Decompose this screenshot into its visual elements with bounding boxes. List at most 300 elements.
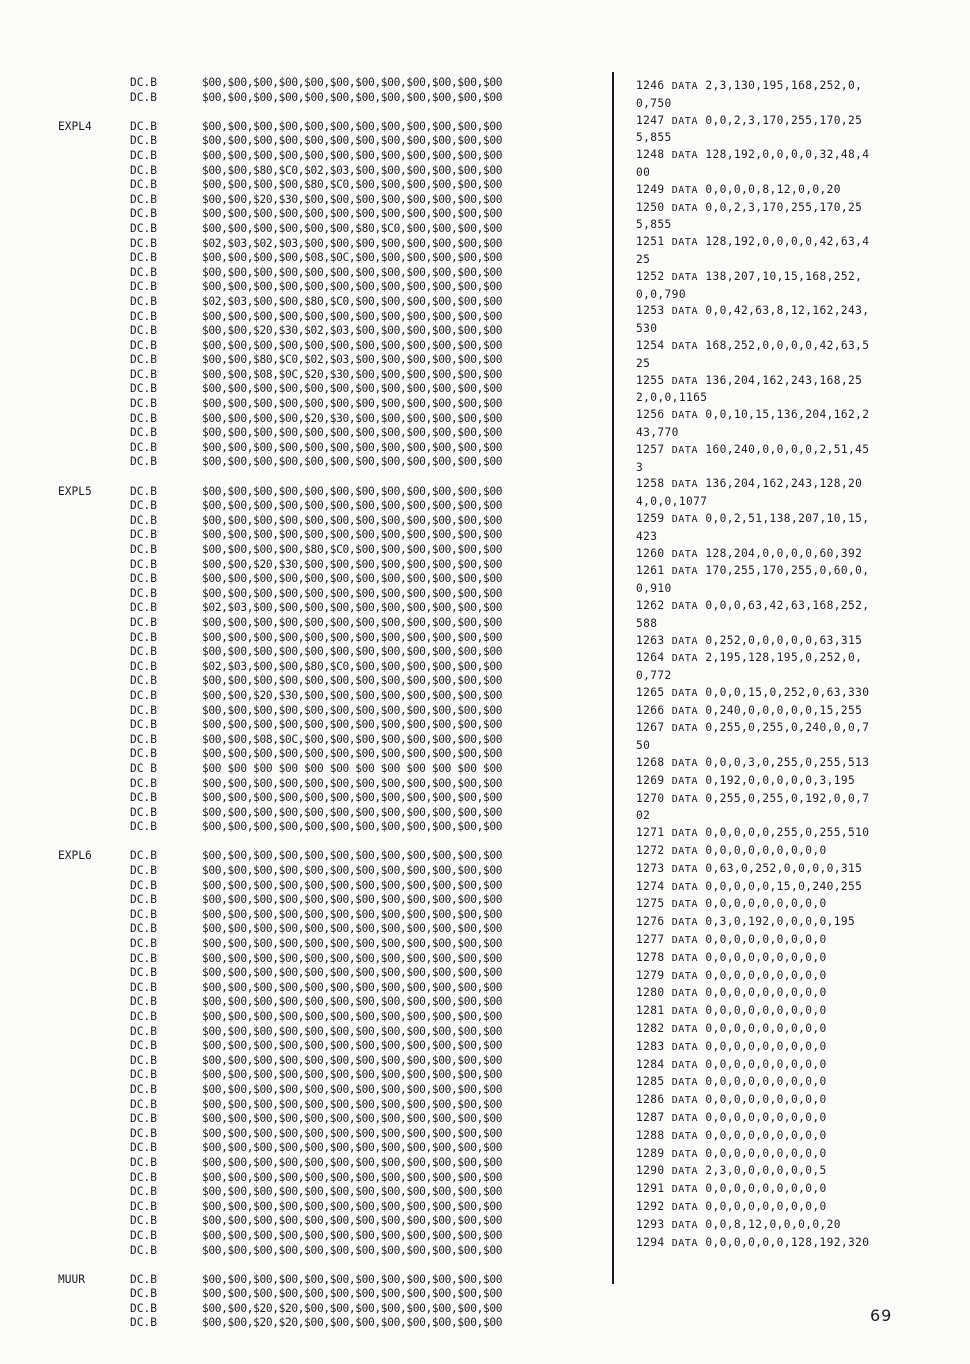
asm-operands: $00,$00,$00,$00,$00,$00,$00,$00,$00,$00,$00,$00 (202, 791, 503, 805)
asm-line (30, 207, 600, 222)
asm-line (30, 382, 600, 397)
asm-opcode: DC.B (130, 1068, 157, 1082)
asm-line (30, 120, 600, 135)
basic-line (636, 598, 870, 633)
data-keyword: DATA (671, 1095, 699, 1107)
data-values: 0,0,0,0,0,15,0,240,255 (705, 879, 863, 893)
asm-opcode: DC.B (130, 236, 157, 250)
basic-line (636, 985, 870, 1003)
data-keyword: DATA (671, 479, 699, 491)
asm-line (30, 455, 600, 470)
asm-label (30, 893, 130, 908)
asm-operands: $00,$00,$00,$00,$00,$00,$00,$00,$00,$00,$00,$00 (202, 1228, 503, 1242)
line-number: 1262 (636, 598, 665, 612)
asm-operands: $02,$03,$02,$03,$00,$00,$00,$00,$00,$00,$00,$00 (202, 236, 503, 250)
asm-operands: $00,$00,$00,$00,$00,$00,$00,$00,$00,$00,$00,$00 (202, 718, 503, 732)
asm-label (30, 193, 130, 208)
asm-operands: $00,$00,$00,$00,$00,$00,$00,$00,$00,$00,$00,$00 (202, 1068, 503, 1082)
asm-label (30, 76, 130, 91)
data-values: 0,0,0,0,0,0,0,0,0 (705, 950, 827, 964)
asm-label (30, 879, 130, 894)
basic-line (636, 563, 870, 598)
line-number: 1287 (636, 1111, 665, 1125)
data-keyword: DATA (671, 566, 699, 578)
asm-opcode: DC.B (130, 1053, 157, 1067)
data-keyword: DATA (671, 723, 699, 735)
line-number: 1290 (636, 1164, 665, 1178)
line-number: 1259 (636, 511, 665, 525)
asm-label (30, 1185, 130, 1200)
asm-operands: $00,$00,$00,$00,$00,$00,$00,$00,$00,$00,$00,$00 (202, 849, 503, 863)
basic-line (636, 1039, 870, 1057)
data-values: 0,0,8,12,0,0,0,0,20 (705, 1217, 841, 1231)
asm-line (30, 91, 600, 106)
asm-opcode: DC.B (130, 1126, 157, 1140)
asm-line (30, 689, 600, 704)
basic-line (636, 1110, 870, 1128)
asm-line (30, 251, 600, 266)
asm-line (30, 879, 600, 894)
asm-operands: $00,$00,$00,$00,$00,$00,$00,$00,$00,$00,$00,$00 (202, 1097, 503, 1111)
data-keyword: DATA (671, 899, 699, 911)
asm-operands: $02,$03,$00,$00,$00,$00,$00,$00,$00,$00,$00,$00 (202, 601, 503, 615)
line-number: 1267 (636, 721, 665, 735)
data-values: 0,0,0,0,0,0,0,0,0 (705, 1057, 827, 1071)
line-number: 1285 (636, 1075, 665, 1089)
asm-opcode: DC.B (130, 76, 157, 89)
asm-line (30, 1054, 600, 1069)
asm-line (30, 164, 600, 179)
data-keyword: DATA (671, 1166, 699, 1178)
line-number: 1276 (636, 915, 665, 929)
asm-line (30, 178, 600, 193)
asm-operands: $00,$00,$00,$00,$00,$00,$00,$00,$00,$00,$00,$00 (202, 426, 503, 440)
data-values: 0,0,0,3,0,255,0,255,513 (705, 756, 870, 770)
asm-label (30, 1171, 130, 1186)
asm-label (30, 324, 130, 339)
asm-operands: $00,$00,$00,$00,$00,$00,$00,$00,$00,$00,$00,$00 (202, 995, 503, 1009)
line-number: 1281 (636, 1004, 665, 1018)
asm-label (30, 353, 130, 368)
asm-opcode: DC.B (130, 382, 157, 396)
asm-line (30, 1287, 600, 1302)
line-number: 1288 (636, 1128, 665, 1142)
asm-label (30, 733, 130, 748)
asm-label (30, 441, 130, 456)
asm-operands: $00,$00,$00,$00,$00,$00,$00,$00,$00,$00,$00,$00 (202, 776, 503, 790)
asm-operands: $00,$00,$00,$00,$00,$00,$00,$00,$00,$00,$00,$00 (202, 747, 503, 761)
asm-line (30, 441, 600, 456)
data-values: 128,204,0,0,0,0,60,392 (705, 546, 863, 560)
basic-line (636, 269, 870, 304)
asm-operands: $00,$00,$00,$00,$00,$00,$00,$00,$00,$00,$00,$00 (202, 76, 503, 89)
line-number: 1289 (636, 1146, 665, 1160)
asm-opcode: DC.B (130, 1082, 157, 1096)
asm-label (30, 1083, 130, 1098)
asm-label (30, 791, 130, 806)
asm-opcode: DC.B (130, 1287, 157, 1301)
asm-operands: $00,$00,$00,$00,$00,$00,$00,$00,$00,$00,$00,$00 (202, 1287, 503, 1301)
asm-operands: $00,$00,$00,$00,$00,$00,$00,$00,$00,$00,$00,$00 (202, 134, 503, 148)
asm-opcode: DC.B (130, 353, 157, 367)
asm-operands: $00,$00,$00,$00,$00,$00,$00,$00,$00,$00,$00,$00 (202, 980, 503, 994)
basic-line (636, 1021, 870, 1039)
line-number: 1266 (636, 703, 665, 717)
asm-opcode: DC.B (130, 674, 157, 688)
asm-operands: $00,$00,$00,$00,$00,$00,$00,$00,$00,$00,$00,$00 (202, 484, 503, 498)
line-number: 1248 (636, 148, 665, 162)
asm-line (30, 616, 600, 631)
basic-line (636, 791, 870, 826)
data-values: 0,0,0,63,42,63,168,252,588 (636, 598, 870, 630)
asm-line (30, 1171, 600, 1186)
data-values: 128,192,0,0,0,0,42,63,425 (636, 235, 870, 266)
basic-line (636, 825, 870, 843)
asm-label (30, 616, 130, 631)
basic-line (636, 1092, 870, 1110)
data-keyword: DATA (671, 150, 699, 162)
basic-line (636, 896, 870, 914)
asm-operands: $00,$00,$00,$00,$00,$00,$00,$00,$00,$00,$00,$00 (202, 1141, 503, 1155)
asm-line (30, 733, 600, 748)
asm-opcode: DC.B (130, 849, 157, 863)
asm-opcode: DC.B (130, 543, 157, 556)
data-values: 0,0,2,3,170,255,170,255,855 (636, 113, 863, 145)
asm-operands: $00,$00,$00,$00,$08,$0C,$00,$00,$00,$00,$00,$00 (202, 251, 503, 265)
data-keyword: DATA (671, 1059, 699, 1071)
asm-opcode: DC.B (130, 134, 157, 148)
data-values: 0,0,0,0,0,0,0,0,0 (705, 1004, 827, 1018)
asm-operands: $00,$00,$00,$00,$00,$00,$00,$00,$00,$00,$00,$00 (202, 645, 503, 659)
asm-label (30, 368, 130, 383)
data-keyword: DATA (671, 705, 699, 717)
asm-operands: $00,$00,$00,$00,$20,$30,$00,$00,$00,$00,$00,$00 (202, 411, 503, 425)
data-keyword: DATA (671, 202, 699, 214)
data-keyword: DATA (671, 758, 699, 770)
basic-line (636, 633, 870, 651)
data-keyword: DATA (671, 1077, 699, 1089)
basic-line (636, 407, 870, 442)
asm-opcode: DC.B (130, 776, 157, 790)
data-keyword: DATA (671, 184, 699, 196)
asm-line (30, 499, 600, 514)
asm-opcode: DC.B (130, 484, 157, 498)
line-number: 1272 (636, 844, 665, 858)
asm-line (30, 412, 600, 427)
asm-label (30, 806, 130, 821)
asm-operands: $00,$00,$00,$00,$00,$00,$00,$00,$00,$00,$00,$00 (202, 207, 503, 221)
asm-operands: $00,$00,$00,$00,$00,$00,$00,$00,$00,$00,$00,$00 (202, 1112, 503, 1126)
asm-label (30, 149, 130, 164)
asm-label (30, 1098, 130, 1113)
data-values: 0,0,0,0,0,0,0,0,0 (705, 844, 827, 858)
data-values: 2,3,0,0,0,0,0,0,5 (705, 1164, 827, 1178)
asm-line (30, 937, 600, 952)
asm-label (30, 762, 130, 777)
basic-line (636, 861, 870, 879)
asm-operands: $00,$00,$00,$00,$00,$00,$00,$00,$00,$00,$00,$00 (202, 397, 503, 411)
column-divider (612, 72, 614, 1284)
basic-line (636, 703, 870, 721)
data-keyword: DATA (671, 1130, 699, 1142)
data-values: 0,240,0,0,0,0,0,15,255 (705, 703, 863, 717)
asm-operands: $00 $00 $00 $00 $00 $00 $00 $00 $00 $00 $00 $00 (202, 761, 503, 775)
asm-opcode: DC.B (130, 411, 157, 425)
asm-operands: $00,$00,$00,$00,$00,$00,$00,$00,$00,$00,$00,$00 (202, 1010, 503, 1023)
asm-opcode: DC.B (130, 338, 157, 352)
asm-opcode: DC.B (130, 251, 157, 265)
basic-line (636, 685, 870, 703)
data-keyword: DATA (671, 1113, 699, 1125)
asm-label (30, 1068, 130, 1083)
asm-line (30, 718, 600, 733)
basic-line (636, 968, 870, 986)
asm-operands: $00,$00,$00,$00,$00,$00,$00,$00,$00,$00,$00,$00 (202, 615, 503, 629)
asm-operands: $00,$00,$00,$00,$00,$00,$00,$00,$00,$00,$00,$00 (202, 1199, 503, 1213)
asm-label (30, 1200, 130, 1215)
line-number: 1273 (636, 861, 665, 875)
line-number: 1269 (636, 773, 665, 787)
basic-line (636, 373, 870, 408)
asm-line (30, 193, 600, 208)
data-values: 0,0,0,0,0,0,0,0,0 (705, 897, 827, 911)
asm-line (30, 747, 600, 762)
basic-line (636, 234, 870, 269)
asm-opcode: DC.B (130, 703, 157, 717)
line-number: 1265 (636, 685, 665, 699)
asm-label (30, 660, 130, 675)
line-number: 1268 (636, 756, 665, 770)
data-keyword: DATA (671, 635, 699, 647)
line-number: 1275 (636, 897, 665, 911)
asm-line (30, 397, 600, 412)
basic-line (636, 511, 870, 546)
asm-opcode: DC.B (130, 747, 157, 761)
asm-opcode: DC.B (130, 1097, 157, 1111)
asm-operands: $00,$00,$08,$0C,$20,$30,$00,$00,$00,$00,$00,$00 (202, 367, 503, 381)
data-values: 0,255,0,255,0,240,0,0,750 (636, 721, 870, 753)
asm-operands: $00,$00,$00,$00,$00,$00,$00,$00,$00,$00,$00,$00 (202, 309, 503, 323)
data-values: 0,0,0,0,0,0,0,0,0 (705, 1093, 827, 1107)
basic-line (636, 1074, 870, 1092)
asm-label (30, 1316, 130, 1331)
asm-line (30, 543, 600, 558)
data-values: 0,0,0,0,0,0,0,0,0 (705, 1039, 827, 1053)
asm-operands: $00,$00,$08,$0C,$00,$00,$00,$00,$00,$00,$00,$00 (202, 732, 503, 746)
data-keyword: DATA (671, 881, 699, 893)
line-number: 1279 (636, 968, 665, 982)
asm-operands: $00,$00,$00,$00,$00,$00,$00,$00,$00,$00,$00,$00 (202, 119, 503, 133)
data-values: 0,63,0,252,0,0,0,0,315 (705, 861, 863, 875)
data-keyword: DATA (671, 988, 699, 1000)
asm-line (30, 1214, 600, 1229)
asm-opcode: DC.B (130, 513, 157, 527)
line-number: 1263 (636, 633, 665, 647)
asm-operands: $00,$00,$00,$00,$00,$00,$00,$00,$00,$00,$00,$00 (202, 1272, 503, 1286)
line-number: 1256 (636, 408, 665, 422)
blank-line (30, 470, 600, 485)
basic-line (636, 113, 870, 148)
asm-opcode: DC.B (130, 1112, 157, 1126)
asm-line (30, 528, 600, 543)
line-number: 1246 (636, 79, 665, 92)
basic-data-listing (636, 78, 936, 1252)
asm-operands: $00,$00,$00,$00,$00,$00,$00,$00,$00,$00,$00,$00 (202, 805, 503, 819)
asm-operands: $00,$00,$20,$30,$00,$00,$00,$00,$00,$00,$00,$00 (202, 192, 503, 206)
asm-label (30, 1302, 130, 1317)
asm-line (30, 134, 600, 149)
basic-line (636, 546, 870, 564)
asm-line (30, 310, 600, 325)
line-number: 1254 (636, 338, 665, 352)
data-keyword: DATA (671, 846, 699, 858)
asm-label (30, 426, 130, 441)
asm-opcode: DC.B (130, 557, 157, 571)
asm-label (30, 995, 130, 1010)
line-number: 1291 (636, 1182, 665, 1196)
data-keyword: DATA (671, 1006, 699, 1018)
asm-opcode: DC.B (130, 221, 157, 235)
data-values: 160,240,0,0,0,0,2,51,453 (636, 442, 870, 474)
asm-opcode: DC.B (130, 192, 157, 206)
asm-label (30, 222, 130, 237)
data-keyword: DATA (671, 410, 699, 422)
asm-opcode: DC.B (130, 980, 157, 994)
data-values: 0,0,0,0,0,0,0,0,0 (705, 1128, 827, 1142)
data-values: 0,0,0,0,0,0,0,0,0 (705, 968, 827, 982)
data-keyword: DATA (671, 687, 699, 699)
basic-line (636, 650, 870, 685)
asm-operands: $00,$00,$00,$00,$00,$00,$00,$00,$00,$00,$00,$00 (202, 1170, 503, 1184)
asm-opcode: DC.B (130, 659, 157, 673)
asm-line (30, 295, 600, 310)
asm-opcode: DC.B (130, 1185, 157, 1199)
data-keyword: DATA (671, 970, 699, 982)
asm-line (30, 1156, 600, 1171)
asm-opcode: DC.B (130, 688, 157, 702)
asm-line (30, 1010, 600, 1025)
data-keyword: DATA (671, 917, 699, 929)
asm-operands: $02,$03,$00,$00,$80,$C0,$00,$00,$00,$00,$00,$00 (202, 294, 503, 308)
asm-operands: $00,$00,$00,$00,$00,$00,$00,$00,$00,$00,$00,$00 (202, 586, 503, 600)
asm-line (30, 1200, 600, 1215)
asm-opcode: DC.B (130, 324, 157, 338)
asm-operands: $00,$00,$00,$00,$00,$00,$00,$00,$00,$00,$00,$00 (202, 820, 503, 834)
asm-line (30, 1244, 600, 1259)
asm-line (30, 280, 600, 295)
asm-opcode: DC.B (130, 937, 157, 951)
data-values: 168,252,0,0,0,0,42,63,525 (636, 338, 870, 370)
asm-operands: $00,$00,$00,$00,$00,$00,$00,$00,$00,$00,$00,$00 (202, 951, 503, 965)
basic-line (636, 338, 870, 373)
asm-operands: $00,$00,$20,$30,$00,$00,$00,$00,$00,$00,$00,$00 (202, 557, 503, 571)
data-values: 0,0,0,0,0,0,128,192,320 (705, 1235, 870, 1249)
asm-label (30, 587, 130, 602)
asm-line (30, 908, 600, 923)
asm-line (30, 339, 600, 354)
data-keyword: DATA (671, 340, 699, 352)
asm-opcode: DC.B (130, 1316, 157, 1330)
asm-line (30, 1229, 600, 1244)
line-number: 1253 (636, 304, 665, 318)
data-values: 138,207,10,15,168,252,0,0,790 (636, 269, 863, 301)
line-number: 1264 (636, 651, 665, 665)
asm-operands: $00,$00,$00,$00,$00,$00,$00,$00,$00,$00,$00,$00 (202, 1155, 503, 1169)
data-values: 0,252,0,0,0,0,0,63,315 (705, 633, 863, 647)
asm-label (30, 164, 130, 179)
asm-operands: $00,$00,$00,$00,$00,$00,$00,$00,$00,$00,$00,$00 (202, 674, 503, 688)
data-values: 0,3,0,192,0,0,0,0,195 (705, 915, 856, 929)
asm-operands: $00,$00,$00,$00,$00,$00,$00,$00,$00,$00,$00,$00 (202, 1024, 503, 1038)
basic-line (636, 932, 870, 950)
basic-line (636, 1181, 870, 1199)
basic-line (636, 843, 870, 861)
asm-line (30, 426, 600, 441)
line-number: 1277 (636, 933, 665, 947)
data-keyword: DATA (671, 375, 699, 387)
asm-line (30, 660, 600, 675)
asm-line (30, 1127, 600, 1142)
asm-opcode: DC.B (130, 1199, 157, 1213)
asm-line (30, 674, 600, 689)
asm-operands: $00,$00,$00,$00,$00,$00,$00,$00,$00,$00,$00,$00 (202, 893, 503, 907)
asm-opcode: DC B (130, 761, 157, 775)
asm-operands: $00,$00,$00,$00,$00,$00,$00,$00,$00,$00,$00,$00 (202, 630, 503, 644)
line-number: 1292 (636, 1200, 665, 1213)
asm-opcode: DC.B (130, 907, 157, 921)
assembly-listing (30, 76, 600, 1331)
asm-label (30, 499, 130, 514)
data-values: 0,0,0,0,0,255,0,255,510 (705, 826, 870, 840)
asm-label (30, 674, 130, 689)
asm-line (30, 1112, 600, 1127)
asm-opcode: DC.B (130, 1010, 157, 1023)
line-number: 1260 (636, 546, 665, 560)
asm-label (30, 1141, 130, 1156)
asm-operands: $00,$00,$00,$00,$80,$C0,$00,$00,$00,$00,$00,$00 (202, 178, 503, 192)
asm-label (30, 631, 130, 646)
line-number: 1255 (636, 373, 665, 387)
line-number: 1284 (636, 1057, 665, 1071)
asm-label (30, 645, 130, 660)
asm-operands: $00,$00,$20,$20,$00,$00,$00,$00,$00,$00,$00,$00 (202, 1301, 503, 1315)
asm-line (30, 777, 600, 792)
asm-operands: $00,$00,$00,$00,$80,$C0,$00,$00,$00,$00,$00,$00 (202, 543, 503, 556)
line-number: 1282 (636, 1022, 665, 1036)
data-values: 0,0,0,0,0,0,0,0,0 (705, 986, 827, 1000)
basic-line (636, 476, 870, 511)
asm-line (30, 1068, 600, 1083)
line-number: 1252 (636, 269, 665, 283)
asm-operands: $00,$00,$00,$00,$00,$00,$00,$00,$00,$00,$00,$00 (202, 90, 503, 104)
data-values: 0,0,0,0,0,0,0,0,0 (705, 1146, 827, 1160)
asm-line (30, 631, 600, 646)
data-keyword: DATA (671, 793, 699, 805)
asm-opcode: DC.B (130, 178, 157, 192)
asm-operands: $00,$00,$00,$00,$00,$00,$00,$00,$00,$00,$00,$00 (202, 864, 503, 878)
asm-line (30, 1098, 600, 1113)
basic-line (636, 1003, 870, 1021)
asm-opcode: DC.B (130, 1301, 157, 1315)
asm-label (30, 514, 130, 529)
basic-line (636, 442, 870, 477)
asm-line (30, 572, 600, 587)
asm-line (30, 237, 600, 252)
data-keyword: DATA (671, 600, 699, 612)
asm-line (30, 981, 600, 996)
asm-line (30, 558, 600, 573)
asm-label (30, 1127, 130, 1142)
